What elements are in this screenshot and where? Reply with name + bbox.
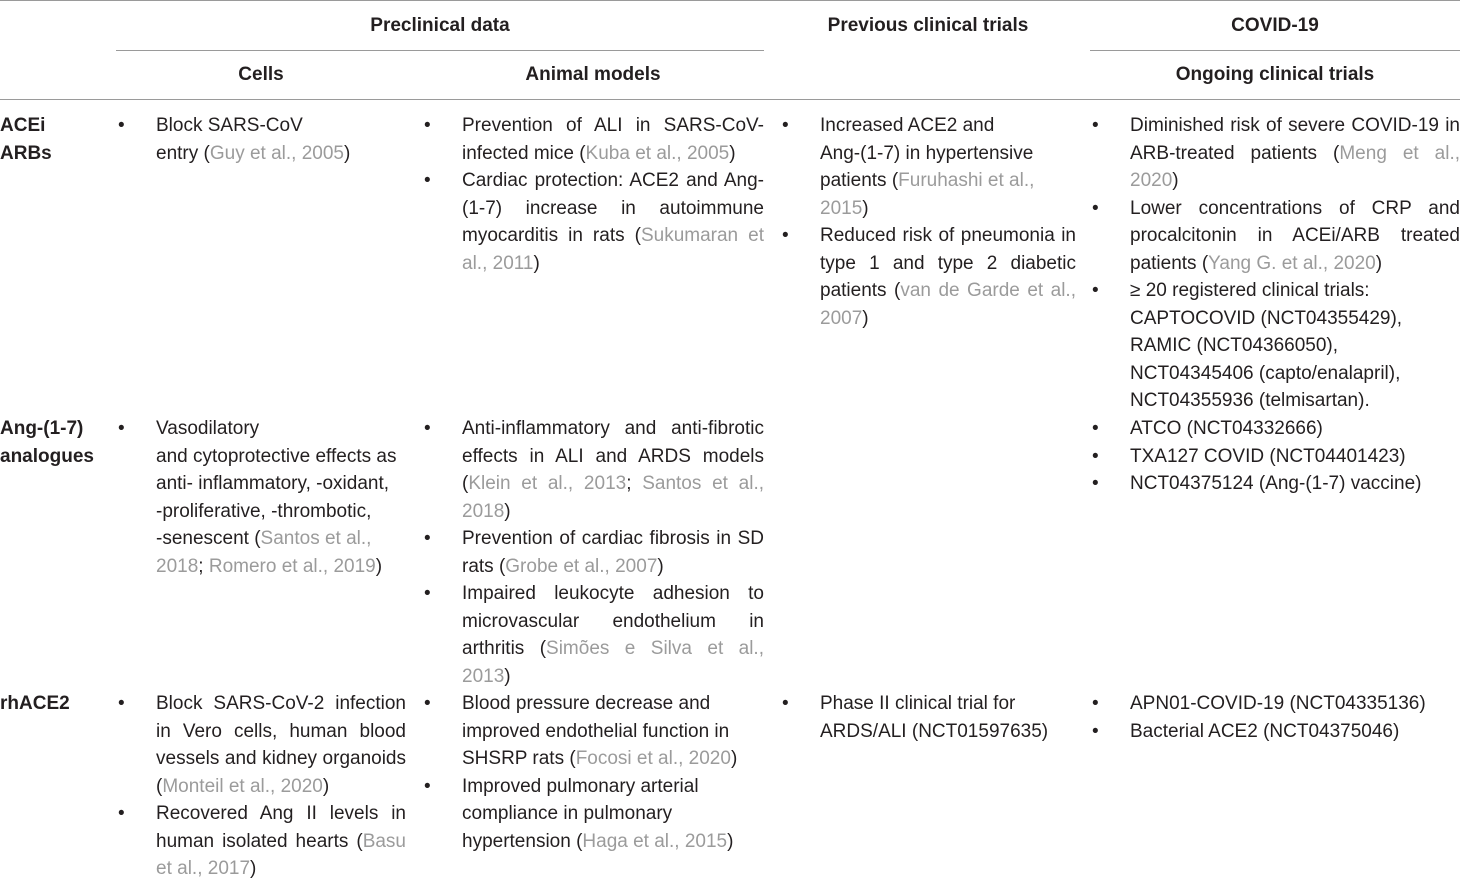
item-text-line: • Vasodilatory <box>156 418 260 439</box>
item-text-line: RAMIC (NCT04366050), <box>1130 335 1339 356</box>
item-text: ) <box>1172 170 1179 191</box>
citation-link[interactable]: Monteil et al., 2020 <box>162 775 323 797</box>
item-text: Anti-inflammatory and anti-fibrotic effects in ALI and ARDS models ( <box>462 418 764 494</box>
item-text-line <box>156 140 406 168</box>
list-item <box>422 112 764 167</box>
citation-link[interactable]: Santos et al., 2018 <box>156 528 372 577</box>
table-top-rule <box>0 0 1460 1</box>
list-item <box>1090 112 1460 195</box>
citation-link[interactable]: Klein et al., 2013 <box>468 473 627 494</box>
item-text: ) <box>730 748 738 769</box>
item-text: ) <box>504 665 511 687</box>
row-label-line: Ang-(1-7) <box>0 418 84 439</box>
list-item <box>1090 470 1460 498</box>
list-item <box>780 222 1076 332</box>
item-text: Blood pressure decrease and improved endothelial function in SHSRP rats ( <box>462 693 730 769</box>
citation-link[interactable]: Meng et al., 2020 <box>1130 142 1460 191</box>
citation-link[interactable]: Simões e Silva et al., 2013 <box>462 638 764 687</box>
preclinical-span-rule <box>116 50 764 51</box>
item-text-line: NCT04345406 (capto/enalapril), <box>1130 362 1401 384</box>
cell-ang-ongoing <box>1090 415 1460 498</box>
cell-rhace2-animal <box>422 690 764 855</box>
item-text: Prevention of ALI in SARS-CoV-infected mice ( <box>462 115 764 164</box>
citation-link[interactable]: Haga et al., 2015 <box>582 830 728 852</box>
list-item <box>116 112 406 167</box>
item-text-line: -proliferative, -thrombotic, <box>156 500 372 522</box>
list-item <box>422 690 764 773</box>
cell-ang-animal <box>422 415 764 690</box>
list-item <box>780 112 1076 222</box>
item-text: Impaired leukocyte adhesion to microvascular endothelium in arthritis ( <box>462 583 764 659</box>
covid-span-rule <box>1090 50 1460 51</box>
cell-ang-cells <box>116 415 406 580</box>
item-text: ATCO (NCT04332666) <box>1130 418 1323 439</box>
item-text: entry ( <box>156 142 210 164</box>
item-text: ) <box>862 307 869 329</box>
item-text: Lower concentrations of CRP and procalcitonin in ACEi/ARB treated patients ( <box>1130 197 1460 274</box>
item-text: ; <box>626 473 643 494</box>
row-label-line: ACEi <box>0 115 46 136</box>
list-item <box>1090 718 1460 746</box>
citation-link[interactable]: van de Garde et al., 2007 <box>820 280 1076 329</box>
header-previous-clinical-trials: Previous clinical trials <box>827 15 1029 36</box>
item-text: ) <box>533 252 540 274</box>
list-item <box>116 415 406 580</box>
item-text: Ang-(1-7) in hypertensive patients ( <box>820 142 1034 191</box>
item-text: Prevention of cardiac fibrosis in SD rats ( <box>462 528 764 577</box>
item-text: Cardiac protection: ACE2 and Ang-(1-7) increase in autoimmune myocarditis in rats ( <box>462 170 764 246</box>
item-text: ; <box>198 555 209 577</box>
list-item <box>1090 195 1460 278</box>
list-item <box>422 525 764 580</box>
list-item <box>116 800 406 883</box>
item-text-line: • Block SARS-CoV <box>156 115 303 136</box>
item-text: ) <box>1375 252 1383 274</box>
item-text: -senescent ( <box>156 528 261 549</box>
header-ongoing-clinical-trials: Ongoing clinical trials <box>1175 64 1375 85</box>
item-text: Improved pulmonary arterial compliance in pulmonary hypertension ( <box>462 775 699 852</box>
cell-acei-animal <box>422 112 764 277</box>
item-text: ) <box>504 500 511 522</box>
item-text: ) <box>862 197 869 219</box>
row-label-acei-arbs <box>0 112 110 167</box>
row-label-rhace2 <box>0 690 110 718</box>
item-text-line: • ≥ 20 registered clinical trials: <box>1130 280 1370 301</box>
item-text-line: anti- inflammatory, -oxidant, <box>156 473 390 494</box>
row-label-line: rhACE2 <box>0 693 70 714</box>
item-text: Phase II clinical trial for ARDS/ALI (NCT01597635) <box>820 693 1049 742</box>
row-label-line: analogues <box>0 445 94 467</box>
item-text-line: NCT04355936 (telmisartan). <box>1130 390 1370 411</box>
item-text-line: and cytoprotective effects as <box>156 445 397 467</box>
item-text: Block SARS-CoV-2 infection in Vero cells, human blood vessels and kidney organoids ( <box>156 693 406 797</box>
item-text-line: • Increased ACE2 and <box>820 115 995 136</box>
list-item <box>1090 415 1460 443</box>
row-label-ang-analogues <box>0 415 110 470</box>
item-text: Reduced risk of pneumonia in type 1 and type 2 diabetic patients ( <box>820 225 1076 301</box>
item-text: ) <box>729 142 736 164</box>
list-item <box>422 167 764 277</box>
cell-acei-previous <box>780 112 1076 332</box>
item-text: Bacterial ACE2 (NCT04375046) <box>1130 720 1400 742</box>
list-item <box>1090 443 1460 471</box>
cell-acei-cells <box>116 112 406 167</box>
header-cells: Cells <box>238 64 284 85</box>
item-text: Diminished risk of severe COVID-19 in ARB-treated patients ( <box>1130 115 1460 164</box>
list-item <box>422 773 764 856</box>
citation-link[interactable]: Kuba et al., 2005 <box>585 142 730 164</box>
item-text: Recovered Ang II levels in human isolated hearts ( <box>156 803 406 852</box>
citation-link[interactable]: Focosi et al., 2020 <box>575 748 731 769</box>
header-animal-models: Animal models <box>525 64 661 85</box>
header-bottom-rule <box>0 99 1460 100</box>
item-text-line <box>156 525 406 580</box>
citation-link[interactable]: Yang G. et al., 2020 <box>1208 252 1376 274</box>
cell-rhace2-ongoing <box>1090 690 1460 745</box>
list-item <box>1090 690 1460 718</box>
citation-link[interactable]: Basu et al., 2017 <box>156 830 406 879</box>
item-text: ) <box>322 775 330 797</box>
citation-link[interactable]: Grobe et al., 2007 <box>505 555 658 577</box>
item-text: NCT04375124 (Ang-(1-7) vaccine) <box>1130 473 1422 494</box>
list-item <box>422 415 764 525</box>
item-text: ) <box>250 858 257 879</box>
item-text-line <box>820 140 1076 223</box>
item-text: ) <box>344 142 351 164</box>
list-item <box>422 580 764 690</box>
row-label-line: ARBs <box>0 142 52 164</box>
citation-link[interactable]: Romero et al., 2019 <box>208 555 376 577</box>
citation-link[interactable]: Guy et al., 2005 <box>209 142 345 164</box>
list-item <box>780 690 1076 745</box>
cell-acei-ongoing <box>1090 112 1460 415</box>
item-text-line: CAPTOCOVID (NCT04355429), <box>1130 307 1403 329</box>
item-text: TXA127 COVID (NCT04401423) <box>1130 445 1406 467</box>
cell-rhace2-cells <box>116 690 406 883</box>
item-text: ) <box>375 555 383 577</box>
item-text: ) <box>657 555 664 577</box>
list-item <box>116 690 406 800</box>
item-text: ) <box>727 830 734 852</box>
header-preclinical-data: Preclinical data <box>370 15 510 36</box>
cell-rhace2-previous <box>780 690 1076 745</box>
citation-link[interactable]: Santos et al., 2018 <box>462 473 765 522</box>
list-item <box>1090 277 1460 415</box>
item-text: APN01-COVID-19 (NCT04335136) <box>1130 693 1426 714</box>
citation-link[interactable]: Furuhashi et al., 2015 <box>820 170 1035 219</box>
citation-link[interactable]: Sukumaran et al., 2011 <box>462 225 764 274</box>
header-covid-19: COVID-19 <box>1231 15 1319 36</box>
